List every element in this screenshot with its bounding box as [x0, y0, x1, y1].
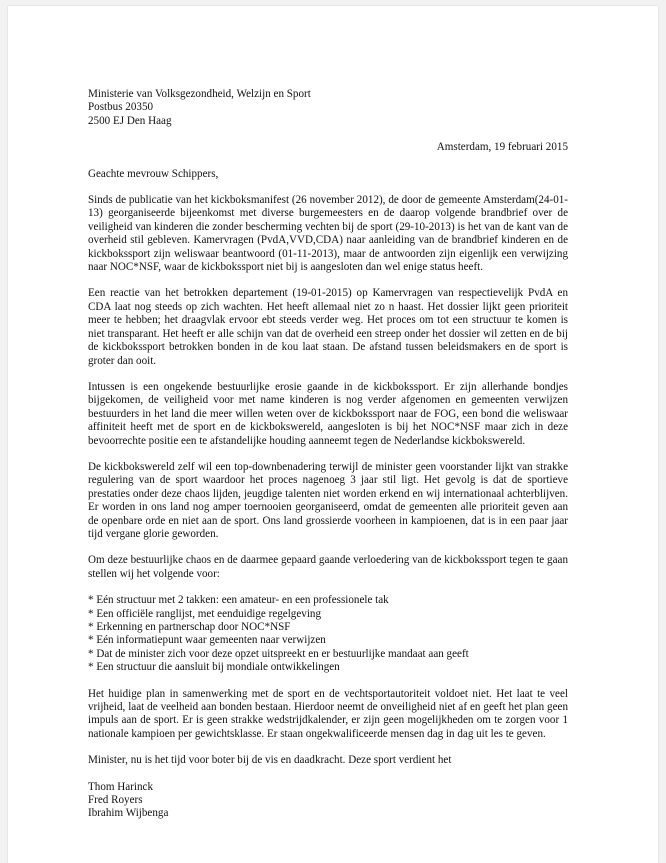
address-line-1: Ministerie van Volksgezondheid, Welzijn en Sport — [88, 88, 311, 100]
list-item: * Een officiële ranglijst, met eenduidige regelgeving — [88, 607, 321, 620]
paragraph-2: Een reactie van het betrokken departement (19-01-2015) op Kamervragen van respectievelijk PvdA en CDA laat nog steeds op zich wachten. Het heeft allemaal niet zo n haast. Het dossier lijkt geen prioriteit meer te hebben; het draagvlak ervoor ebt steeds verder weg. Het proces om tot een structuur te komen is niet transparant. Het heeft er alle schijn van dat de overheid een streep onder het dossier wil zetten en de bij de kickbokssport betrokken bonden in de kou laat staan. De afstand tussen beleidsmakers en de sport is groter dan ooit. — [88, 287, 568, 367]
signatory-name: Ibrahim Wijbenga — [88, 807, 169, 820]
proposal-list — [88, 594, 568, 674]
paragraph-4: De kickbokswereld zelf wil een top-downbenadering terwijl de minister geen voorstander lijkt van strakke regulering van de sport waardoor het proces nagenoeg 3 jaar stil ligt. Het gevolg is dat de sportieve prestaties onder deze chaos lijden, jeugdige talenten niet worden erkend en wij internationaal achterblijven. Er worden in ons land nog amper toernooien georganiseerd, omdat de gemeenten alle prioriteit geven aan de openbare orde en niet aan de sport. Ons land grossierde voorheen in kampioenen, dat is in een paar jaar tijd vergane glorie geworden. — [88, 460, 568, 540]
letter-page — [8, 6, 658, 863]
salutation: Geachte mevrouw Schippers, — [88, 167, 219, 180]
list-item: * Eén structuur met 2 takken: een amateur- en een professionele tak — [88, 594, 389, 607]
signatory-name: Fred Royers — [88, 794, 143, 807]
address-line-2: Postbus 20350 — [88, 101, 154, 114]
address-line-3: 2500 EJ Den Haag — [88, 114, 172, 127]
list-item: * Dat de minister zich voor deze opzet uitspreekt en er bestuurlijke mandaat aan geeft — [88, 647, 469, 660]
list-item: * Eén informatiepunt waar gemeenten naar verwijzen — [88, 634, 326, 647]
signatures — [88, 781, 568, 821]
paragraph-1: Sinds de publicatie van het kickboksmanifest (26 november 2012), de door de gemeente Amsterdam(24-01-13) georganiseerde bijeenkomst met diverse burgemeesters en de daarop volgende brandbrief over de veiligheid van kinderen die zonder bescherming vechten bij de sport (29-10-2013) is het van de kant van de overheid stil gebleven. Kamervragen (PvdA,VVD,CDA) naar aanleiding van de brandbrief kinderen en de kickbokssport zijn weliswaar beantwoord (01-11-2013), maar de antwoorden zijn eigenlijk een verwijzing naar NOC*NSF, waar de kickbokssport niet bij is aangesloten dan wel enige status heeft. — [88, 194, 568, 274]
closing-line: Minister, nu is het tijd voor boter bij de vis en daadkracht. Deze sport verdient het — [88, 754, 452, 767]
recipient-address — [88, 88, 568, 128]
paragraph-3: Intussen is een ongekende bestuurlijke erosie gaande in de kickbokssport. Er zijn allerhande bondjes bijgekomen, de veiligheid voor met name kinderen is nog verder afgenomen en gemeenten verwijzen bestuurders in het land die meer willen weten over de kickbokssport naar de FOG, een bond die weliswaar affiniteit heeft met de sport en de kickbokswereld, aangesloten is bij het NOC*NSF maar zich in deze bevoorrechte positie een te afstandelijke houding aanneemt tegen de Nederlandse kickbokswereld. — [88, 380, 568, 447]
paragraph-6: Het huidige plan in samenwerking met de sport en de vechtsportautoriteit voldoet niet. Het laat te veel vrijheid, laat de veelheid aan bonden bestaan. Hierdoor neemt de onveiligheid niet af en geeft het plan geen impuls aan de sport. Er is geen strakke wedstrijdkalender, er zijn geen mogelijkheden om te zorgen voor 1 nationale kampioen per gewichtsklasse. Er staan ongekwalificeerde mensen dag in dag uit les te geven. — [88, 687, 568, 740]
letter-date: Amsterdam, 19 februari 2015 — [436, 141, 568, 154]
paragraph-5: Om deze bestuurlijke chaos en de daarmee gepaard gaande verloedering van de kickbokssport tegen te gaan stellen wij het volgende voor: — [88, 554, 568, 580]
letter-body — [88, 88, 568, 821]
list-item: * Een structuur die aansluit bij mondiale ontwikkelingen — [88, 661, 340, 674]
signatory-name: Thom Harinck — [88, 780, 154, 793]
list-item: * Erkenning en partnerschap door NOC*NSF — [88, 621, 291, 633]
